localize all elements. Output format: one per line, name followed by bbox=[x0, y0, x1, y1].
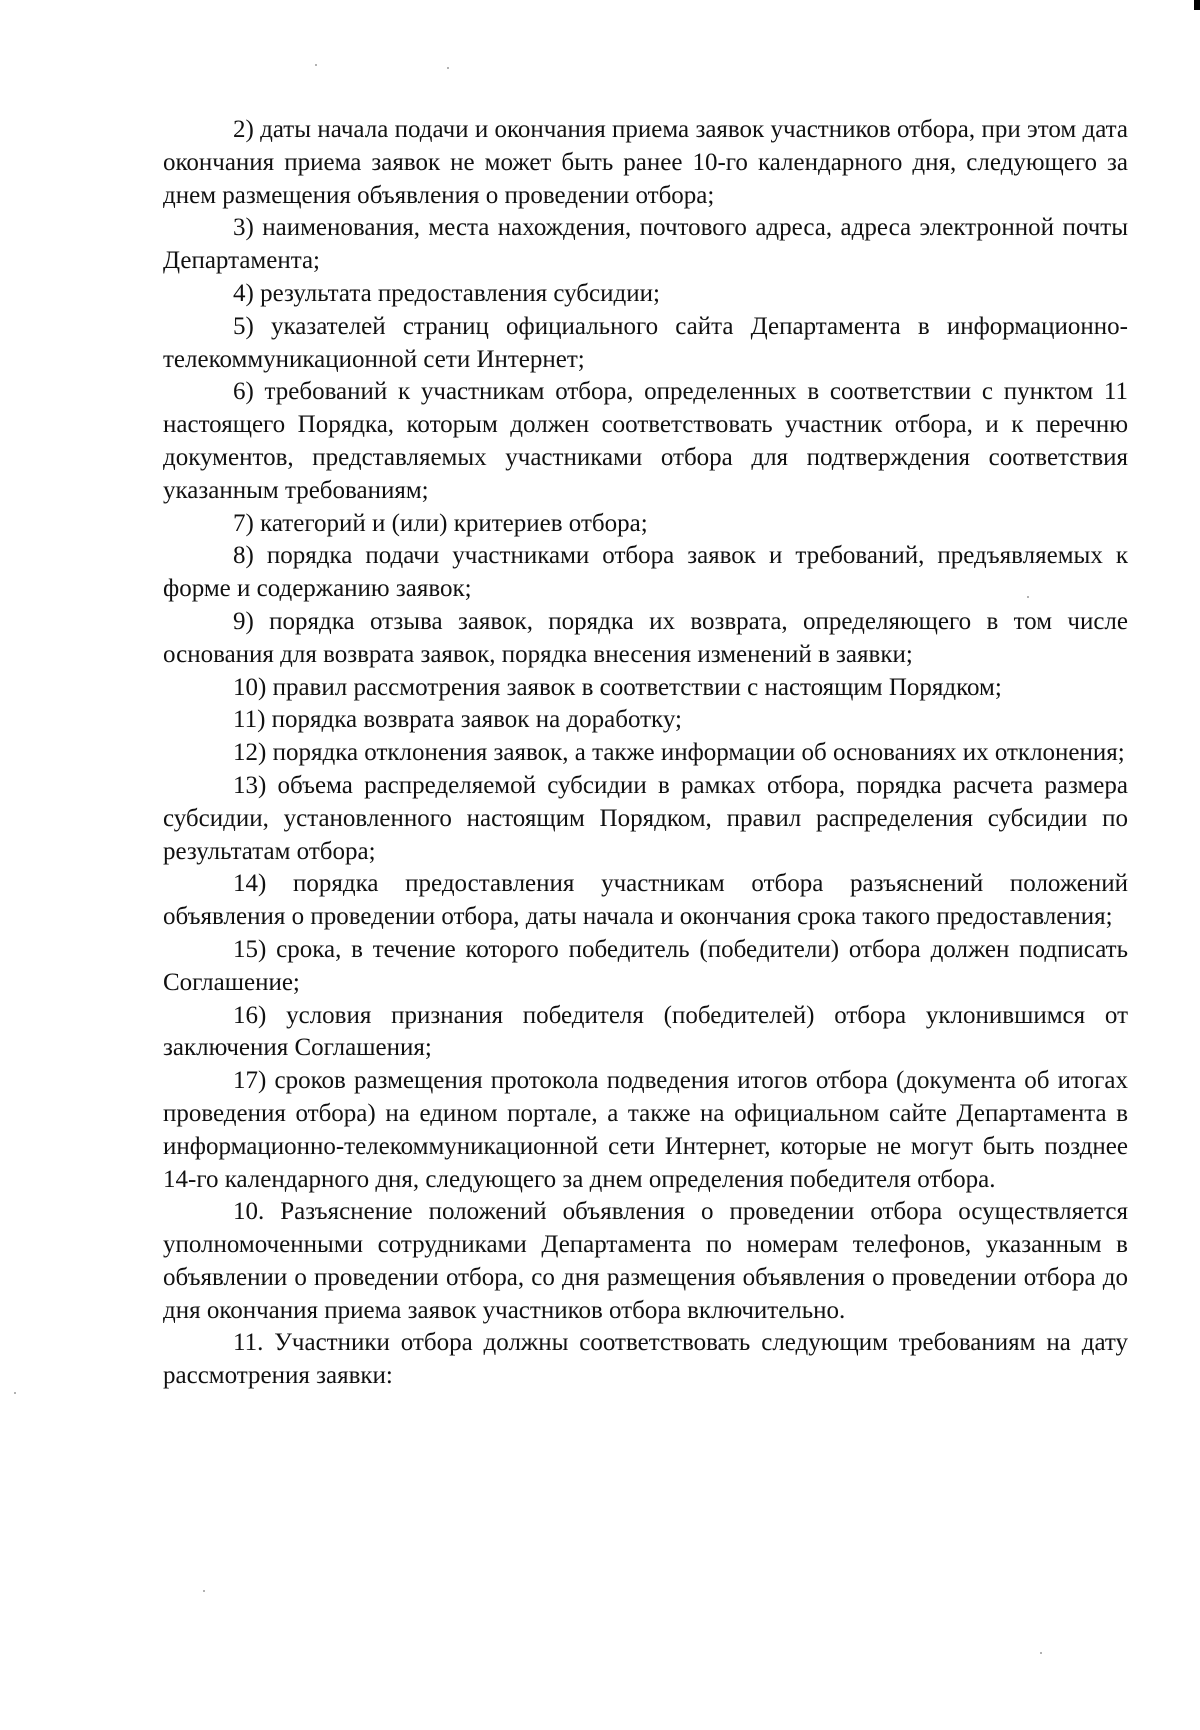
scan-speck bbox=[14, 1392, 16, 1394]
list-item-6: 6) требований к участникам отбора, определенных в соответствии с пунктом 11 настоящего Порядка, которым должен соответствовать участник отбора, и к перечню документов, представляемых участниками отбора для подтверждения соответствия указанным требованиям; bbox=[163, 378, 1128, 504]
list-item-3: 3) наименования, места нахождения, почтового адреса, адреса электронной почты Департамента; bbox=[163, 214, 1128, 275]
scan-speck bbox=[447, 67, 449, 69]
list-item-15: 15) срока, в течение которого победитель (победители) отбора должен подписать Соглашение; bbox=[163, 935, 1128, 996]
list-item-2: 2) даты начала подачи и окончания приема заявок участников отбора, при этом дата окончания приема заявок не может быть ранее 10-го календарного дня, следующего за днем размещения объявления о проведении отбора; bbox=[163, 116, 1128, 209]
document-body bbox=[163, 114, 1128, 1393]
list-item-5: 5) указателей страниц официального сайта Департамента в информационно-телекоммуникационной сети Интернет; bbox=[163, 312, 1128, 373]
list-item-4: 4) результата предоставления субсидии; bbox=[233, 279, 660, 307]
list-item-14: 14) порядка предоставления участникам отбора разъяснений положений объявления о проведении отбора, даты начала и окончания срока такого предоставления; bbox=[163, 870, 1128, 931]
list-item-7: 7) категорий и (или) критериев отбора; bbox=[233, 509, 648, 537]
section-10-paragraph: 10. Разъяснение положений объявления о проведении отбора осуществляется уполномоченными сотрудниками Департамента по номерам телефонов, указанным в объявлении о проведении отбора, со дня размещения объявления о проведении отбора до дня окончания приема заявок участников отбора включительно. bbox=[163, 1198, 1128, 1324]
list-item-10: 10) правил рассмотрения заявок в соответствии с настоящим Порядком; bbox=[233, 673, 1002, 701]
list-item-8: 8) порядка подачи участниками отбора заявок и требований, предъявляемых к форме и содержанию заявок; bbox=[163, 542, 1128, 603]
scan-speck bbox=[315, 64, 317, 66]
list-item-17: 17) сроков размещения протокола подведения итогов отбора (документа об итогах проведения отбора) на едином портале, а также на официальном сайте Департамента в информационно-телекоммуникационной сети Интернет, которые не могут быть позднее 14-го календарного дня, следующего за днем определения победителя отбора. bbox=[163, 1067, 1128, 1193]
list-item-12: 12) порядка отклонения заявок, а также информации об основаниях их отклонения; bbox=[233, 739, 1125, 767]
scan-edge-mark bbox=[1194, 0, 1200, 10]
list-item-16: 16) условия признания победителя (победителей) отбора уклонившимся от заключения Соглашения; bbox=[163, 1001, 1128, 1062]
list-item-9: 9) порядка отзыва заявок, порядка их возврата, определяющего в том числе основания для возврата заявок, порядка внесения изменений в заявки; bbox=[163, 607, 1128, 668]
list-item-11: 11) порядка возврата заявок на доработку; bbox=[233, 706, 682, 734]
scan-speck bbox=[203, 1590, 205, 1592]
section-11-paragraph: 11. Участники отбора должны соответствовать следующим требованиям на дату рассмотрения заявки: bbox=[163, 1329, 1128, 1390]
scan-speck bbox=[1040, 1652, 1042, 1654]
list-item-13: 13) объема распределяемой субсидии в рамках отбора, порядка расчета размера субсидии, установленного настоящим Порядком, правил распределения субсидии по результатам отбора; bbox=[163, 771, 1128, 865]
